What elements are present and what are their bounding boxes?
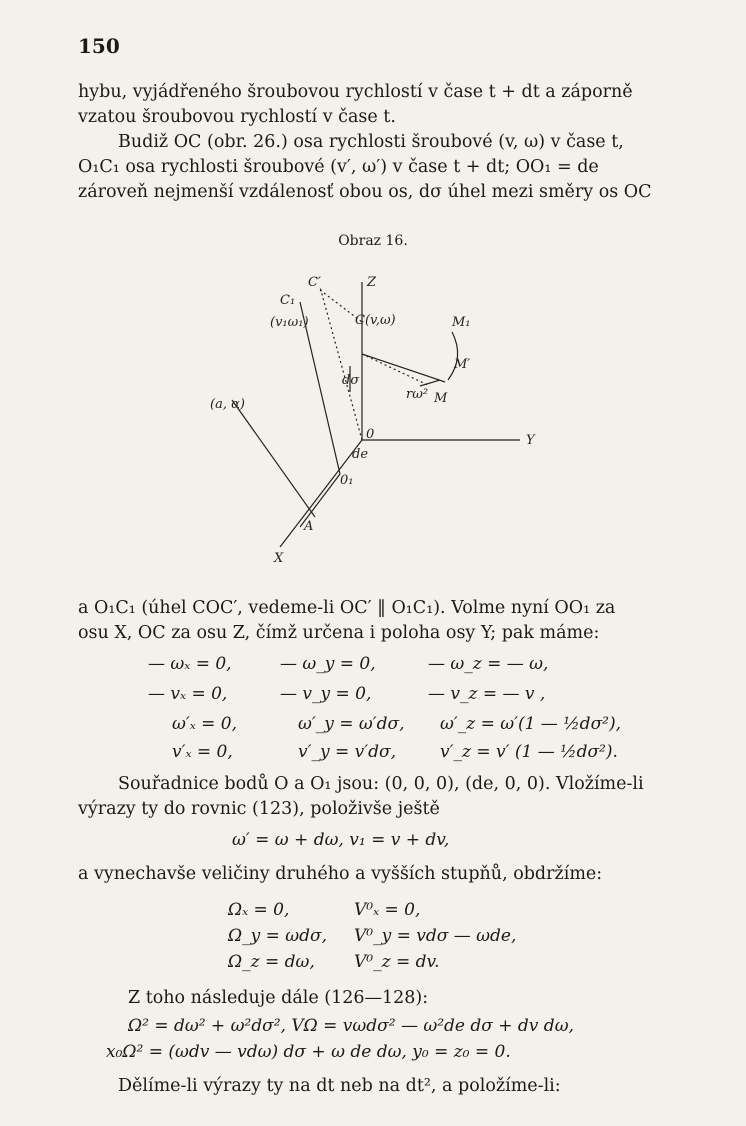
equation-cell: v′_y = v′dσ,: [298, 742, 396, 762]
text-line: osu X, OC za osu Z, čímž určena i poloha osy Y; pak máme:: [78, 623, 600, 643]
m-label: M: [434, 391, 448, 406]
follows-paragraph: [128, 986, 728, 1011]
x-axis-label: X: [274, 551, 284, 566]
equation-cell: ω′_z = ω′(1 — ½dσ²),: [440, 714, 622, 734]
c-vw-label: C(v,ω): [355, 313, 396, 328]
text-line: Dělíme-li výrazy ty na dt neb na dt², a položíme-li:: [118, 1076, 561, 1096]
text-line: výrazy ty do rovnic (123), položivše ještě: [78, 799, 440, 819]
equation-cell: — ωₓ = 0,: [148, 654, 232, 674]
equation-cell: — vₓ = 0,: [148, 684, 228, 704]
text-line: zároveň nejmenší vzdálenosť obou os, dσ úhel mezi směry os OC: [78, 182, 652, 202]
text-line: O₁C₁ osa rychlosti šroubové (v′, ω′) v čase t + dt; OO₁ = de: [78, 157, 599, 177]
a-point-label: A: [304, 519, 314, 534]
o1-label: 0₁: [340, 473, 354, 488]
equation-cell: v′ₓ = 0,: [172, 742, 233, 762]
equation-cell: v′_z = v′ (1 — ½dσ²).: [440, 742, 618, 762]
equation-cell: ω′_y = ω′dσ,: [298, 714, 405, 734]
equation-cell: Ω_y = ωdσ,: [228, 926, 328, 946]
final-paragraph: [118, 1074, 718, 1099]
text-line: Budiž OC (obr. 26.) osa rychlosti šroubové (v, ω) v čase t,: [118, 132, 624, 152]
figure-caption: Obraz 16.: [338, 233, 408, 249]
m1-label: M₁: [452, 315, 471, 330]
equation-cell: — v_y = 0,: [280, 684, 372, 704]
x-axis-line: [280, 440, 362, 547]
middle-paragraph: [78, 596, 678, 646]
text-line: vzatou šroubovou rychlostí v čase t.: [78, 107, 396, 127]
equation-cell: Ω_z = dω,: [228, 952, 315, 972]
m-line-2: [362, 354, 430, 386]
neglect-paragraph: [78, 862, 678, 887]
r-omega-label: rω²: [406, 387, 429, 402]
equation-row: x₀Ω² = (ωdv — vdω) dσ + ω de dω, y₀ = z₀ = 0.: [106, 1042, 511, 1062]
coords-paragraph: [78, 772, 678, 822]
equation-cell: V⁰_z = dv.: [354, 952, 440, 972]
m-line-1: [362, 354, 445, 382]
m-line-3: [420, 380, 440, 386]
c-prime-label: C′: [308, 275, 321, 290]
origin-label: 0: [366, 427, 375, 442]
text-line: Z toho následuje dále (126—128):: [128, 988, 429, 1008]
m-prime-label: M′: [454, 357, 471, 372]
d-sigma-label: dσ: [342, 373, 360, 388]
equation-row: Ω² = dω² + ω²dσ², VΩ = vωdσ² — ω²de dσ + dv dω,: [128, 1016, 574, 1036]
z-axis-label: Z: [367, 275, 377, 290]
a-alpha-line: [232, 400, 315, 517]
text-line: a O₁C₁ (úhel COC′, vedeme-li OC′ ‖ O₁C₁). Volme nyní OO₁ za: [78, 598, 616, 618]
page-number: 150: [78, 34, 120, 58]
equation-cell: — ω_z = — ω,: [428, 654, 549, 674]
c1-label: C₁: [280, 293, 296, 308]
text-line: Souřadnice bodů O a O₁ jsou: (0, 0, 0), (de, 0, 0). Vložíme-li: [118, 774, 644, 794]
a-alpha-label: (a, α): [210, 397, 245, 412]
equation-cell: V⁰_y = vdσ — ωde,: [354, 926, 517, 946]
equation-cell: Ωₓ = 0,: [228, 900, 290, 920]
substitution-equation: ω′ = ω + dω, v₁ = v + dv,: [232, 830, 450, 850]
text-line: hybu, vyjádřeného šroubovou rychlostí v čase t + dt a záporně: [78, 82, 633, 102]
v1-w1-label: (v₁ω₁): [270, 315, 309, 330]
figure-diagram: [190, 262, 570, 572]
intro-paragraph: [78, 80, 678, 205]
y-axis-label: Y: [526, 433, 535, 448]
text-line: a vynechavše veličiny druhého a vyšších stupňů, obdržíme:: [78, 864, 603, 884]
m1-curve: [448, 332, 458, 380]
equation-cell: — ω_y = 0,: [280, 654, 376, 674]
de-label: de: [352, 447, 369, 462]
equation-cell: — v_z = — v ,: [428, 684, 546, 704]
equation-cell: ω′ₓ = 0,: [172, 714, 238, 734]
equation-cell: V⁰ₓ = 0,: [354, 900, 421, 920]
